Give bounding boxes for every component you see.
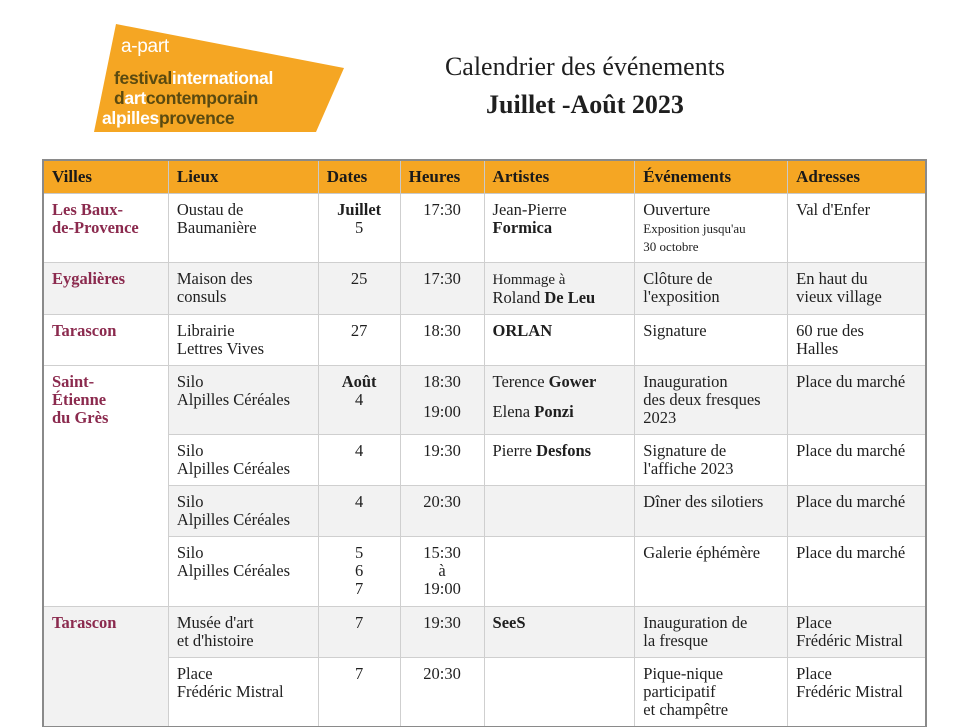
table-row: [44, 194, 926, 263]
cell-heure: 17:30: [400, 263, 484, 315]
cell-lieu: Place Frédéric Mistral: [168, 658, 318, 727]
cell-artiste: Jean-Pierre Formica: [484, 194, 635, 263]
cell-adresse: Place Frédéric Mistral: [788, 607, 926, 658]
cell-adresse: Place du marché: [788, 537, 926, 607]
cell-date: 4: [318, 435, 400, 486]
cell-artiste: [484, 486, 635, 537]
cell-lieu: Silo Alpilles Céréales: [168, 537, 318, 607]
cell-artiste: Terence Gower Elena Ponzi: [484, 366, 635, 435]
col-header-dates: Dates: [318, 161, 400, 194]
page-subtitle: Juillet -Août 2023: [486, 90, 684, 119]
cell-evenement: Clôture de l'exposition: [635, 263, 788, 315]
cell-evenement: Galerie éphémère: [635, 537, 788, 607]
cell-date: 7: [318, 607, 400, 658]
table-row: [44, 537, 926, 607]
logo-line-apart: a-part: [121, 36, 169, 57]
logo-line-festival: festivalinternational: [114, 68, 274, 88]
table-row: [44, 607, 926, 658]
col-header-lieux: Lieux: [168, 161, 318, 194]
cell-ville: Saint- Étienne du Grès: [44, 366, 169, 607]
cell-lieu: Silo Alpilles Céréales: [168, 366, 318, 435]
cell-evenement: Signature: [635, 315, 788, 366]
table-row: [44, 486, 926, 537]
cell-adresse: Place du marché: [788, 366, 926, 435]
cell-adresse: En haut du vieux village: [788, 263, 926, 315]
page-title: Calendrier des événements: [444, 52, 726, 81]
cell-lieu: Oustau de Baumanière: [168, 194, 318, 263]
cell-lieu: Maison des consuls: [168, 263, 318, 315]
col-header-heures: Heures: [400, 161, 484, 194]
table-row: [44, 315, 926, 366]
cell-lieu: Musée d'art et d'histoire: [168, 607, 318, 658]
cell-date: 25: [318, 263, 400, 315]
cell-date: 5 6 7: [318, 537, 400, 607]
cell-artiste: Hommage à Roland De Leu: [484, 263, 635, 315]
festival-logo: [94, 22, 354, 137]
cell-lieu: Librairie Lettres Vives: [168, 315, 318, 366]
cell-ville: Tarascon: [44, 315, 169, 366]
cell-adresse: Place du marché: [788, 486, 926, 537]
col-header-artistes: Artistes: [484, 161, 635, 194]
cell-heure: 19:30: [400, 607, 484, 658]
cell-ville: Eygalières: [44, 263, 169, 315]
cell-heure: 19:30: [400, 435, 484, 486]
events-table: [43, 160, 926, 727]
cell-evenement: Ouverture Exposition jusqu'au 30 octobre: [635, 194, 788, 263]
col-header-villes: Villes: [44, 161, 169, 194]
cell-lieu: Silo Alpilles Céréales: [168, 435, 318, 486]
cell-date: 4: [318, 486, 400, 537]
cell-lieu: Silo Alpilles Céréales: [168, 486, 318, 537]
cell-adresse: Val d'Enfer: [788, 194, 926, 263]
cell-heure: 15:30 à 19:00: [400, 537, 484, 607]
cell-heure: 18:30 19:00: [400, 366, 484, 435]
cell-artiste: SeeS: [484, 607, 635, 658]
cell-evenement: Dîner des silotiers: [635, 486, 788, 537]
cell-ville: Tarascon: [44, 607, 169, 727]
cell-adresse: Place du marché: [788, 435, 926, 486]
cell-date: Août 4: [318, 366, 400, 435]
col-header-evenements: Événements: [635, 161, 788, 194]
table-row: [44, 658, 926, 727]
logo-line-alpilles: alpillesprovence: [102, 108, 235, 128]
cell-date: Juillet 5: [318, 194, 400, 263]
cell-artiste: [484, 537, 635, 607]
table-row: [44, 435, 926, 486]
table-row: [44, 366, 926, 435]
cell-heure: 18:30: [400, 315, 484, 366]
table-row: [44, 263, 926, 315]
col-header-adresses: Adresses: [788, 161, 926, 194]
cell-adresse: Place Frédéric Mistral: [788, 658, 926, 727]
cell-ville: Les Baux- de-Provence: [44, 194, 169, 263]
cell-evenement: Pique-nique participatif et champêtre: [635, 658, 788, 727]
cell-artiste: Pierre Desfons: [484, 435, 635, 486]
cell-evenement: Inauguration des deux fresques 2023: [635, 366, 788, 435]
cell-heure: 20:30: [400, 486, 484, 537]
cell-artiste: [484, 658, 635, 727]
cell-evenement: Inauguration de la fresque: [635, 607, 788, 658]
cell-date: 27: [318, 315, 400, 366]
cell-heure: 17:30: [400, 194, 484, 263]
cell-heure: 20:30: [400, 658, 484, 727]
logo-line-art: dartcontemporain: [114, 88, 258, 108]
table-header-row: [44, 161, 926, 194]
cell-adresse: 60 rue des Halles: [788, 315, 926, 366]
cell-date: 7: [318, 658, 400, 727]
cell-artiste: ORLAN: [484, 315, 635, 366]
cell-evenement: Signature de l'affiche 2023: [635, 435, 788, 486]
